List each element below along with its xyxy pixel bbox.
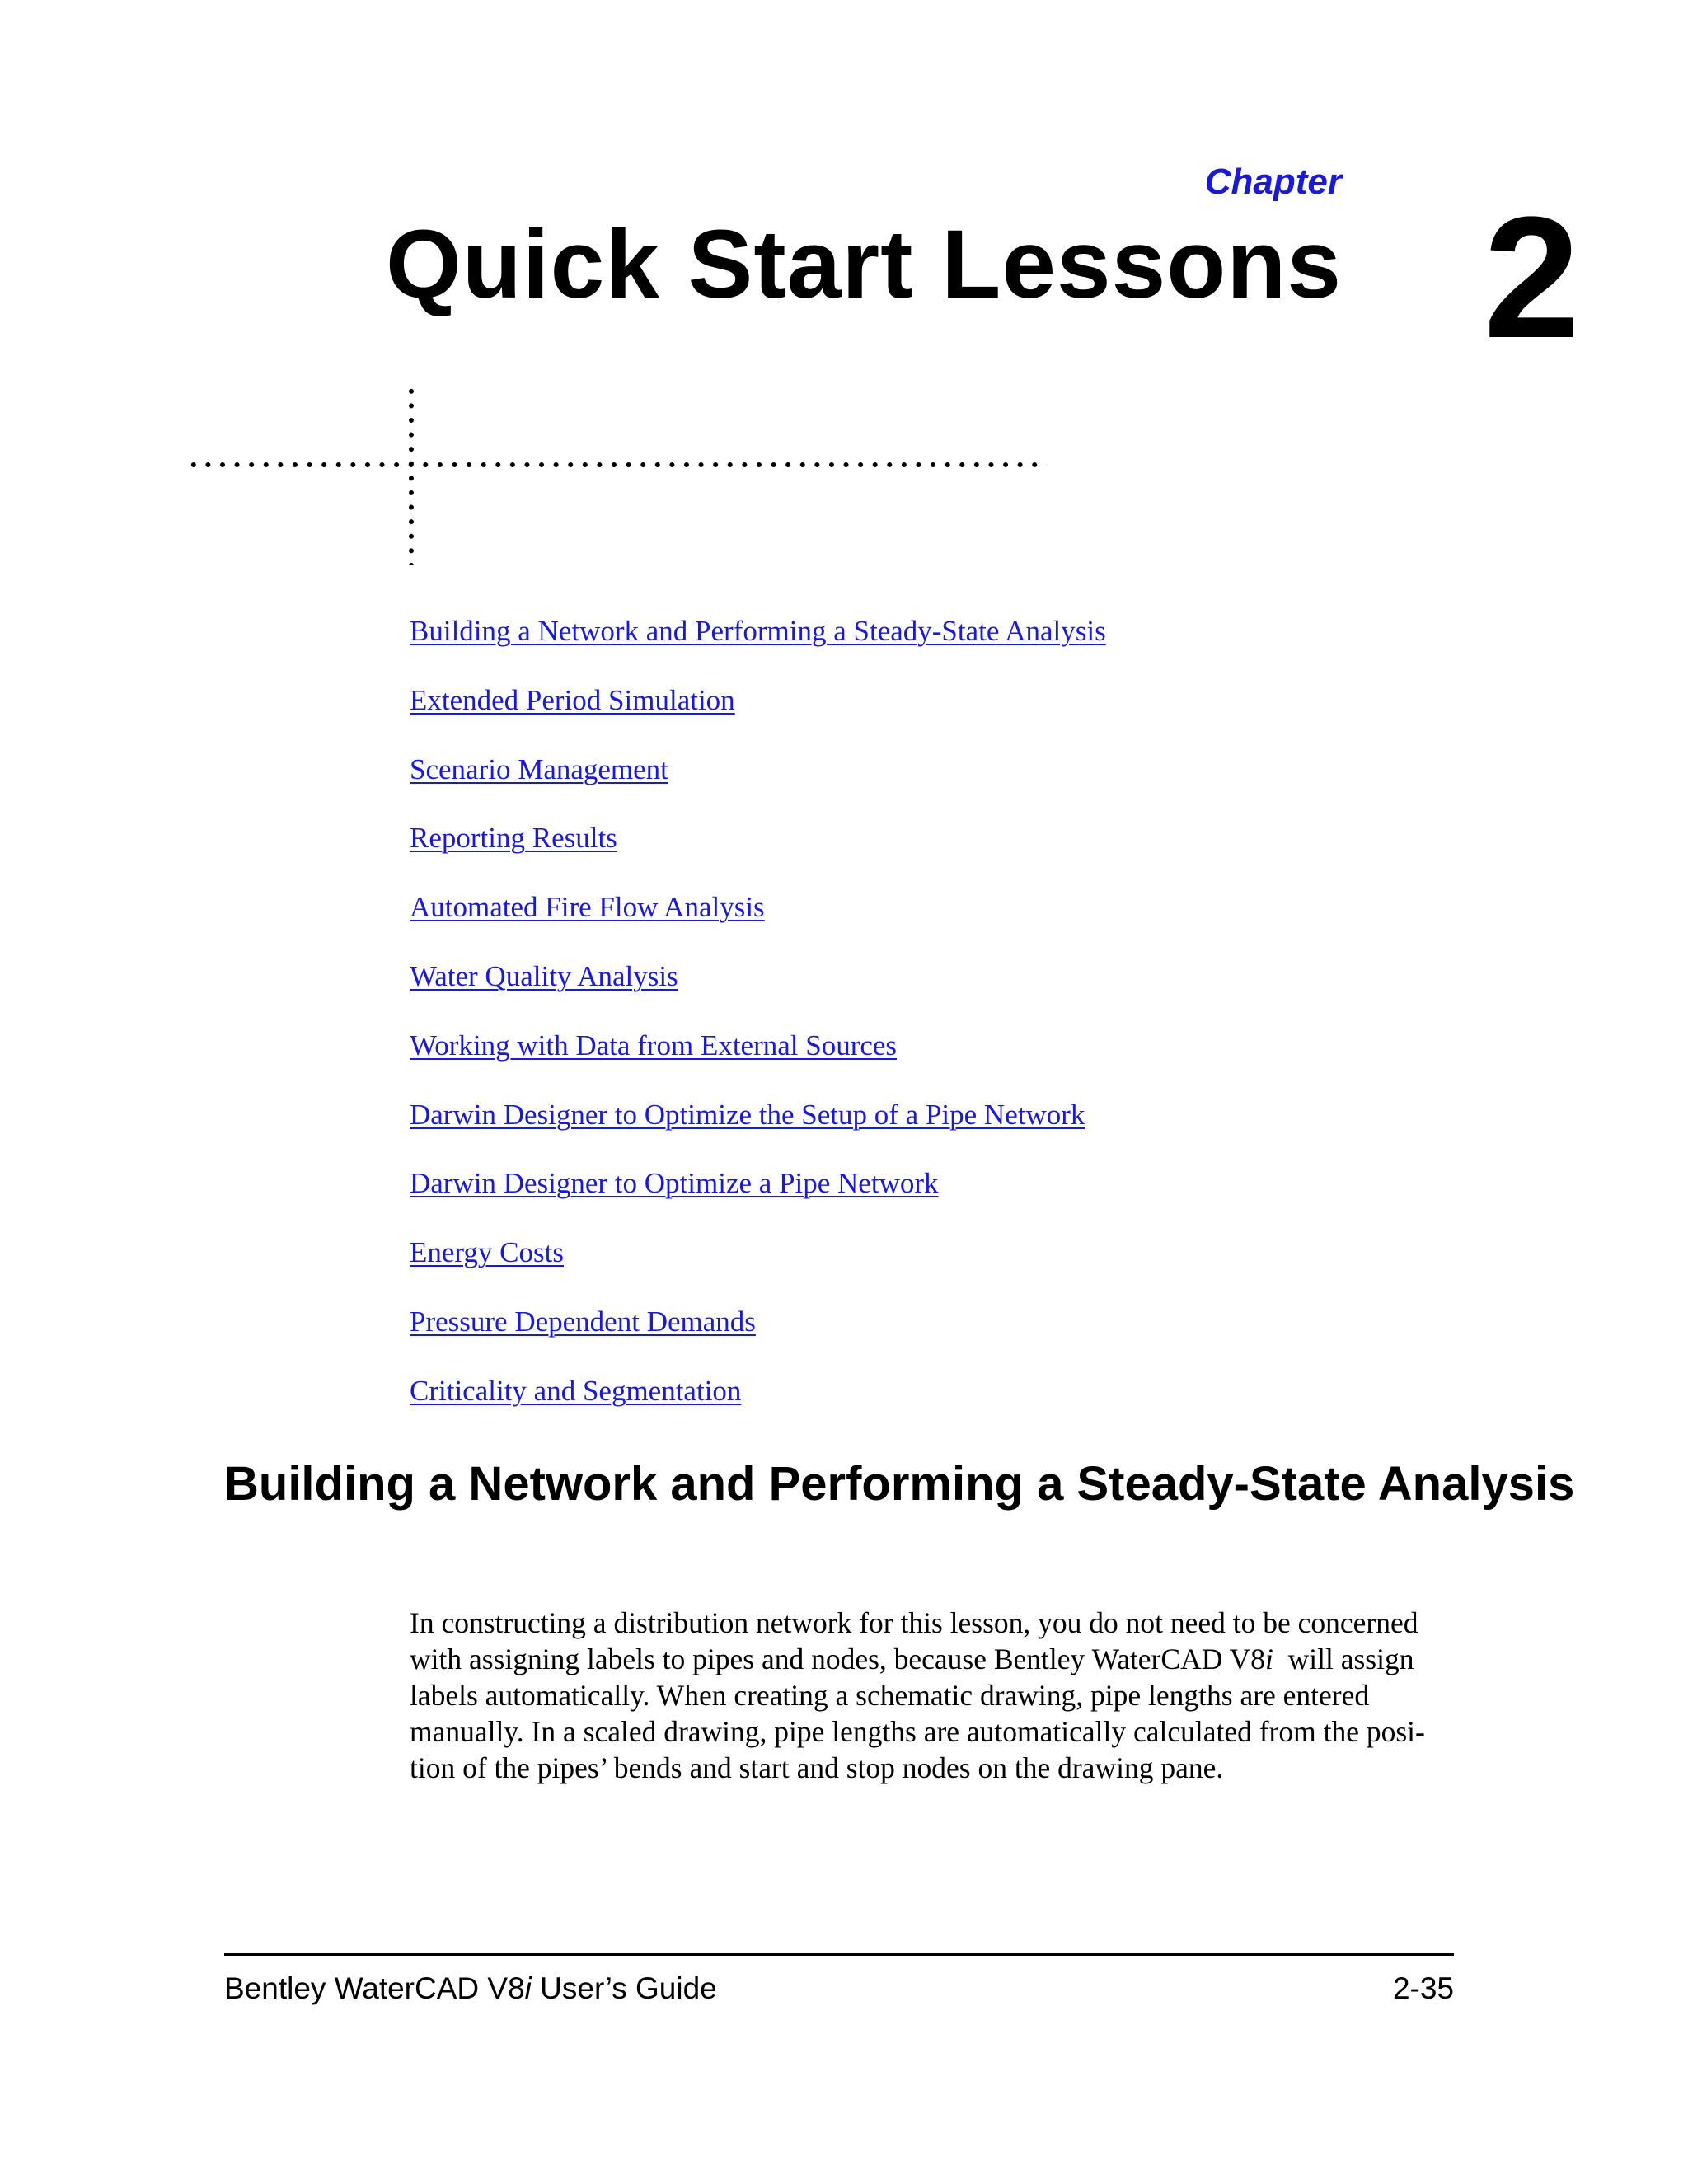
toc-item: [410, 884, 1106, 954]
paragraph-text: will assign: [1273, 1643, 1414, 1675]
paragraph-line: labels automatically. When creating a schematic drawing, pipe lengths are entered: [410, 1679, 1370, 1712]
toc-link-darwin-setup[interactable]: Darwin Designer to Optimize the Setup of a Pipe Network: [410, 1098, 1085, 1131]
toc-link-extended-period[interactable]: Extended Period Simulation: [410, 683, 735, 716]
toc-item: [410, 747, 1106, 816]
footer-title-italic: i: [524, 1971, 532, 2005]
paragraph-line: manually. In a scaled drawing, pipe lengths are automatically calculated from the posi-: [410, 1715, 1425, 1748]
section-heading: Building a Network and Performing a Steady-State Analysis: [224, 1457, 1575, 1511]
toc-item: [410, 1368, 1106, 1437]
toc-link-scenario-management[interactable]: Scenario Management: [410, 752, 668, 785]
body-paragraph: [410, 1605, 1456, 1786]
toc-link-steady-state[interactable]: Building a Network and Performing a Steady-State Analysis: [410, 615, 1106, 647]
paragraph-line: [410, 1641, 1456, 1677]
paragraph-text: with assigning labels to pipes and nodes, because Bentley WaterCAD V8: [410, 1643, 1265, 1675]
toc-link-fire-flow[interactable]: Automated Fire Flow Analysis: [410, 891, 765, 924]
toc-link-pressure-demands[interactable]: Pressure Dependent Demands: [410, 1305, 756, 1338]
paragraph-line: tion of the pipes’ bends and start and stop nodes on the drawing pane.: [410, 1751, 1224, 1784]
chapter-contents-list: [410, 608, 1106, 1437]
chapter-number: 2: [1484, 180, 1580, 374]
toc-link-external-data[interactable]: Working with Data from External Sources: [410, 1029, 898, 1062]
toc-link-reporting-results[interactable]: Reporting Results: [410, 822, 617, 855]
page-number: 2-35: [1392, 1971, 1454, 2005]
chapter-title: Quick Start Lessons: [385, 210, 1342, 319]
paragraph-line: In constructing a distribution network for this lesson, you do not need to be concerned: [410, 1606, 1418, 1639]
dotted-rule-horizontal: [186, 462, 1047, 468]
paragraph-italic-text: i: [1264, 1643, 1273, 1675]
toc-item: [410, 1299, 1106, 1368]
dotted-rule-vertical: [408, 384, 415, 565]
toc-item: [410, 1023, 1106, 1092]
footer-title-text: User’s Guide: [531, 1971, 717, 2005]
toc-item: [410, 677, 1106, 747]
toc-item: [410, 1160, 1106, 1230]
toc-item: [410, 954, 1106, 1023]
toc-item: [410, 815, 1106, 884]
toc-link-energy-costs[interactable]: Energy Costs: [410, 1236, 564, 1269]
toc-link-criticality[interactable]: Criticality and Segmentation: [410, 1374, 742, 1407]
toc-item: [410, 1092, 1106, 1161]
toc-link-water-quality[interactable]: Water Quality Analysis: [410, 959, 678, 992]
toc-item: [410, 608, 1106, 677]
toc-item: [410, 1230, 1106, 1299]
toc-link-darwin-optimize[interactable]: Darwin Designer to Optimize a Pipe Network: [410, 1167, 939, 1200]
footer-title-text: Bentley WaterCAD V8: [224, 1971, 525, 2005]
footer-title: [224, 1971, 717, 2006]
footer-rule: [224, 1953, 1454, 1956]
chapter-label: Chapter: [1204, 162, 1342, 202]
